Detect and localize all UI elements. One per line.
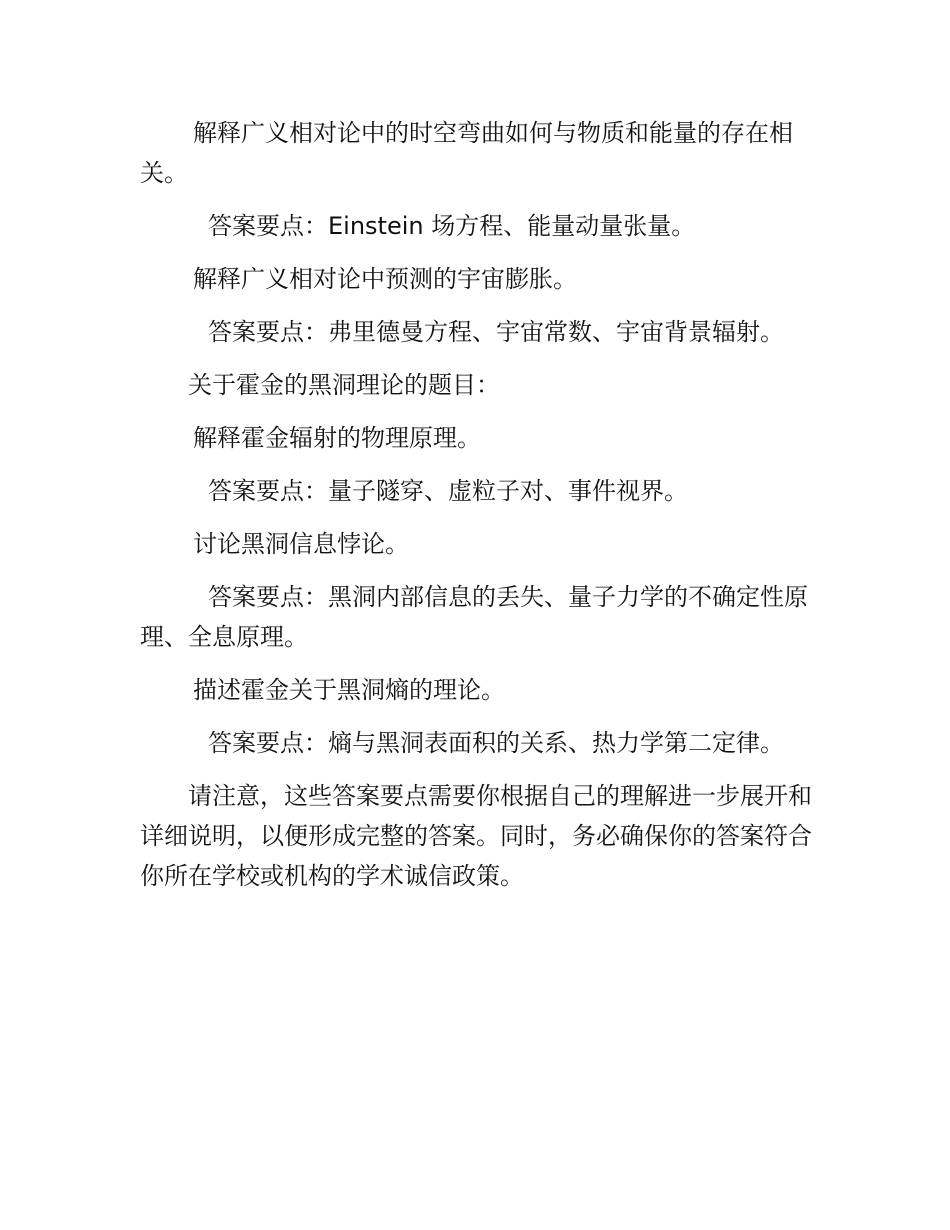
- question-hawking-radiation: 解释霍金辐射的物理原理。: [193, 424, 481, 452]
- closing-note: 请注意，这些答案要点需要你根据自己的理解进一步展开和详细说明，以便形成完整的答案。同时，务必确保你的答案符合你所在学校或机构的学术诚信政策。: [140, 782, 812, 890]
- question-cosmic-expansion: 解释广义相对论中预测的宇宙膨胀。: [193, 265, 577, 293]
- question-information-paradox: 讨论黑洞信息悖论。: [193, 530, 409, 558]
- answer-black-hole-entropy: 答案要点：熵与黑洞表面积的关系、热力学第二定律。: [208, 729, 784, 757]
- answer-hawking-radiation: 答案要点：量子隧穿、虚粒子对、事件视界。: [208, 477, 688, 505]
- document-page: [140, 113, 820, 896]
- question-black-hole-entropy: 描述霍金关于黑洞熵的理论。: [193, 676, 505, 704]
- answer-cosmic-expansion: 答案要点：弗里德曼方程、宇宙常数、宇宙背景辐射。: [208, 318, 784, 346]
- section-heading-hawking: 关于霍金的黑洞理论的题目：: [188, 371, 500, 399]
- answer-information-paradox: 答案要点：黑洞内部信息的丢失、量子力学的不确定性原理、全息原理。: [140, 583, 808, 651]
- question-spacetime-curvature: 解释广义相对论中的时空弯曲如何与物质和能量的存在相关。: [140, 119, 793, 187]
- answer-spacetime-curvature: 答案要点：Einstein 场方程、能量动量张量。: [208, 212, 696, 240]
